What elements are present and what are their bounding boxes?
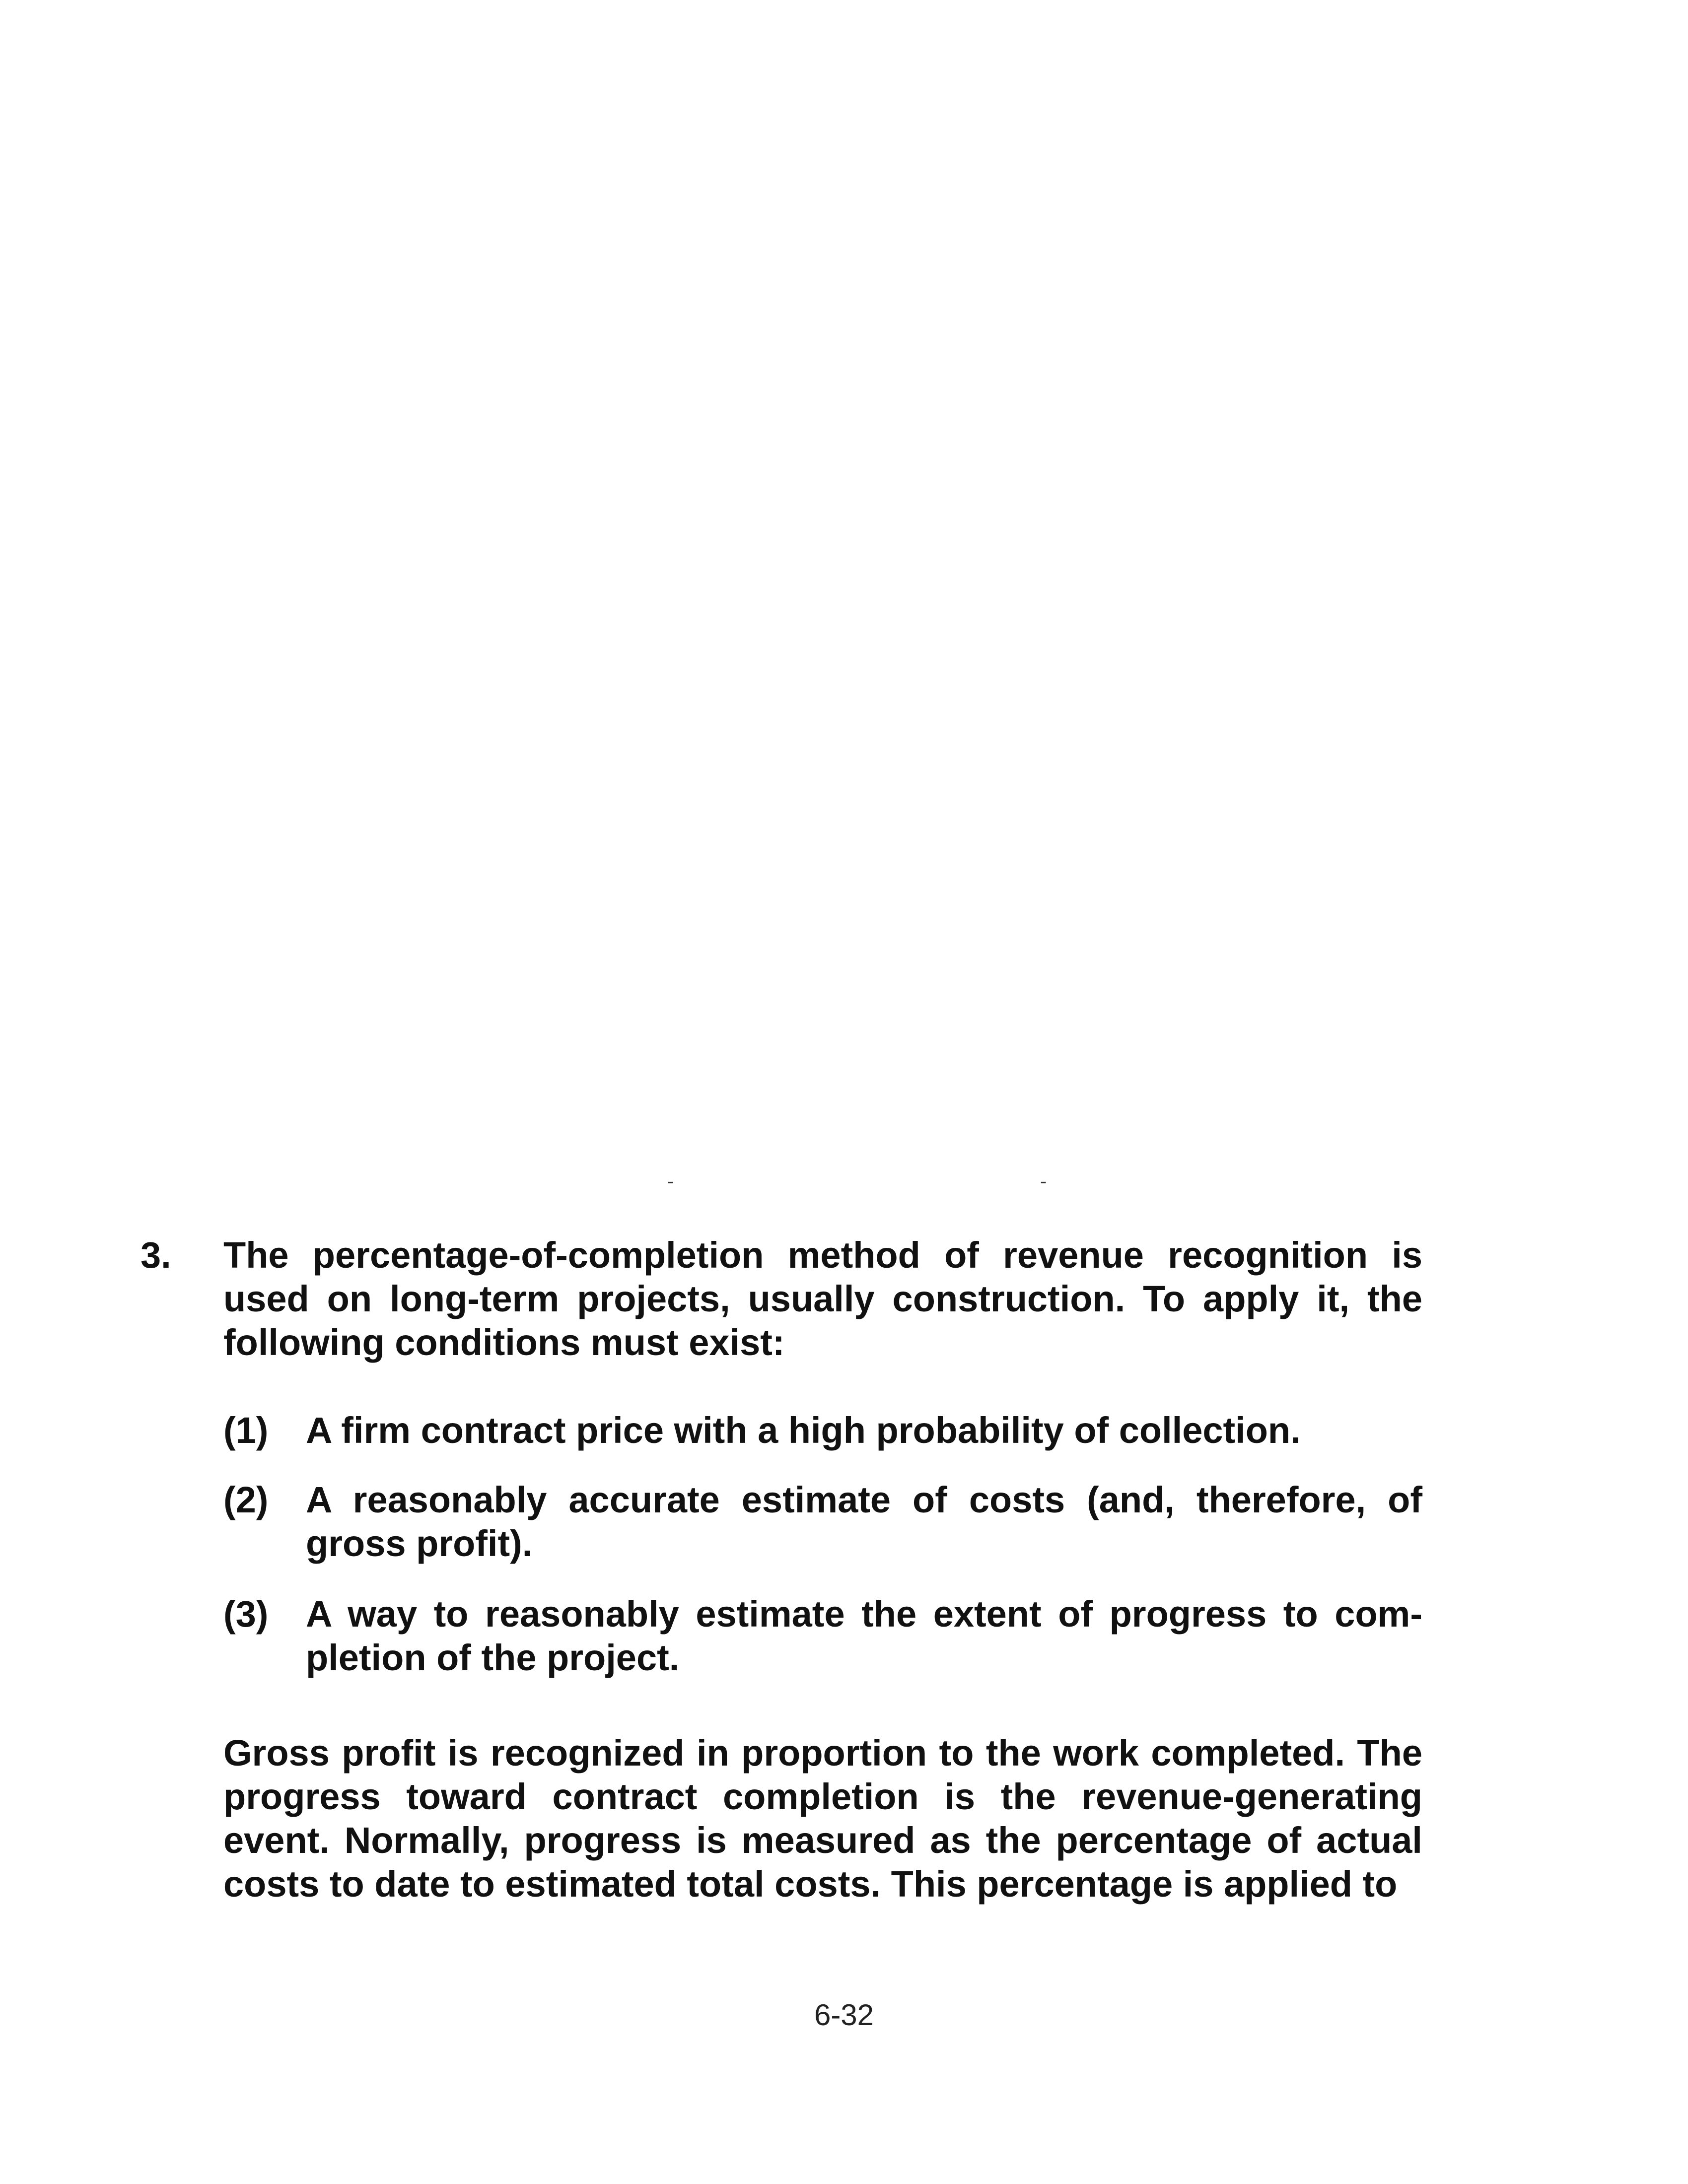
condition-text: A firm contract price with a high probability of collection. — [306, 1410, 1301, 1451]
condition-number: (1) — [223, 1410, 269, 1451]
closing-paragraph: Gross profit is recognized in proportion to the work completed. The progress toward contract completion is the revenue-generating event. Normally, progress is measured as the percentage of actual costs to date to estimated total costs. This percentage is applied to — [223, 1732, 1422, 1905]
condition-number: (2) — [223, 1479, 269, 1520]
page-number: 6-32 — [814, 1998, 874, 2032]
condition-text: A way to reasonably estimate the extent of progress to com- pletion of the project. — [306, 1593, 1422, 1678]
section-number: 3. — [141, 1234, 171, 1276]
stray-mark-right: - — [1040, 1170, 1047, 1192]
condition-text: A reasonably accurate estimate of costs (and, therefore, of gross profit). — [306, 1479, 1422, 1564]
condition-number: (3) — [223, 1593, 269, 1635]
stray-mark-left: - — [667, 1170, 674, 1192]
intro-paragraph: The percentage-of-completion method of revenue recognition is used on long-term projects, usually construction. To apply it, the following conditions must exist: — [223, 1234, 1422, 1363]
